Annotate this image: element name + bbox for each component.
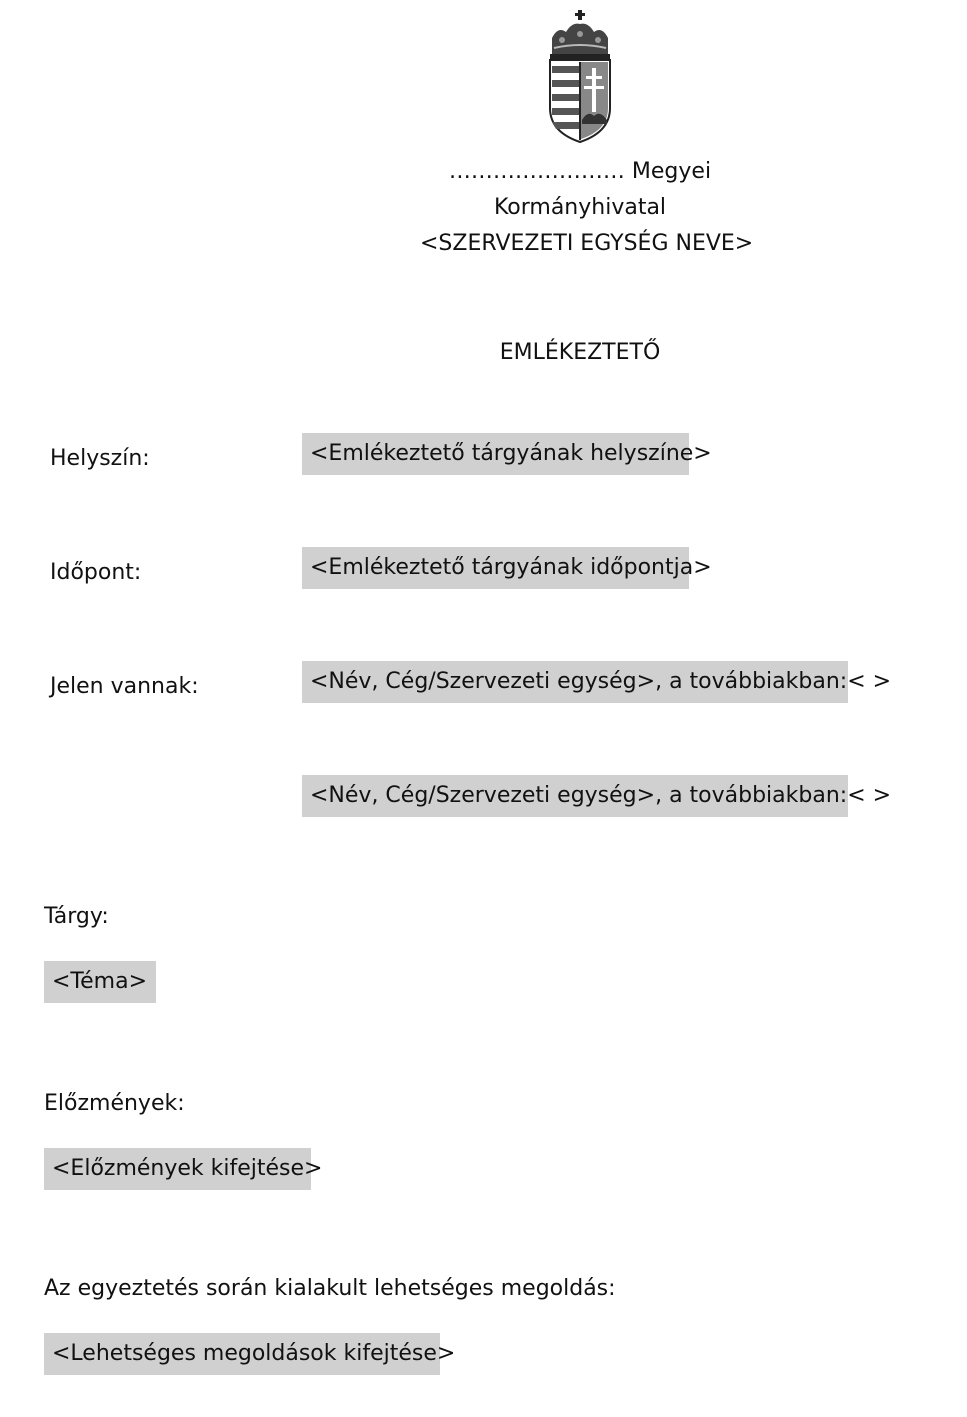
- header-line-county: …………………… Megyei: [448, 159, 712, 184]
- present-field-1[interactable]: <Név, Cég/Szervezeti egység>, a továbbiakban:< >: [302, 661, 848, 703]
- time-label: Időpont:: [50, 560, 142, 585]
- coat-of-arms-emblem: [544, 8, 616, 144]
- header-line-unit: <SZERVEZETI EGYSÉG NEVE>: [420, 231, 754, 256]
- location-field[interactable]: <Emlékeztető tárgyának helyszíne>: [302, 433, 689, 475]
- solution-label: Az egyeztetés során kialakult lehetséges megoldás:: [44, 1276, 616, 1301]
- present-field-2[interactable]: <Név, Cég/Szervezeti egység>, a továbbiakban:< >: [302, 775, 848, 817]
- document-title: EMLÉKEZTETŐ: [499, 340, 661, 365]
- time-field[interactable]: <Emlékeztető tárgyának időpontja>: [302, 547, 689, 589]
- location-label: Helyszín:: [50, 446, 150, 471]
- background-label: Előzmények:: [44, 1091, 185, 1116]
- present-label: Jelen vannak:: [50, 674, 199, 699]
- background-field[interactable]: <Előzmények kifejtése>: [44, 1148, 311, 1190]
- subject-label: Tárgy:: [44, 904, 109, 929]
- subject-field[interactable]: <Téma>: [44, 961, 156, 1003]
- solution-field[interactable]: <Lehetséges megoldások kifejtése>: [44, 1333, 440, 1375]
- header-line-office: Kormányhivatal: [493, 195, 667, 220]
